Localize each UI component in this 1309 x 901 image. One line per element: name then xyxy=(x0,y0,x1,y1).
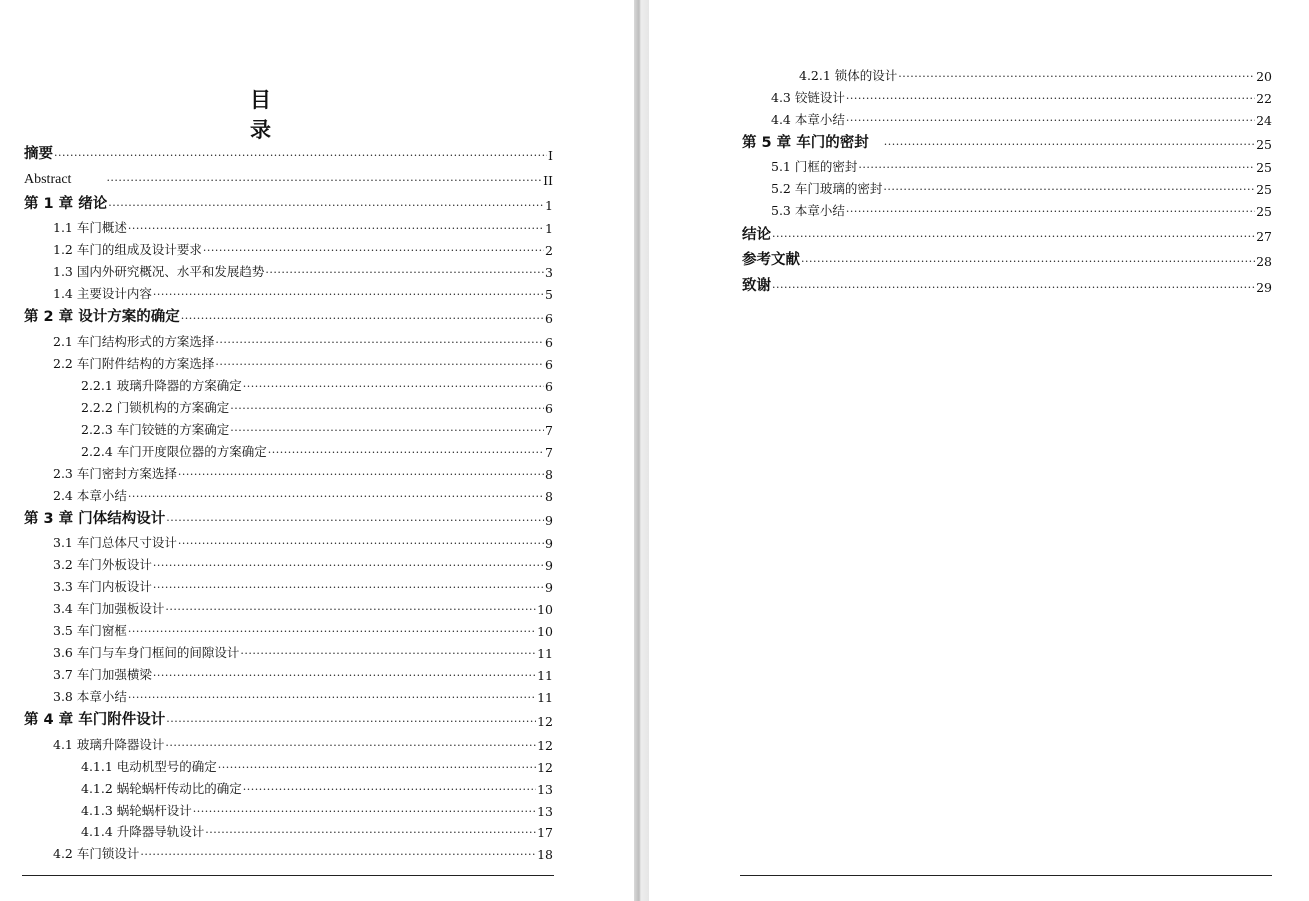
toc-entry[interactable] xyxy=(24,531,553,551)
toc-entry[interactable] xyxy=(24,619,553,639)
toc-entry-label: 参考文献 xyxy=(742,252,800,268)
page-gutter xyxy=(634,0,649,901)
toc-entry-label: 4.2 车门锁设计 xyxy=(53,846,140,861)
toc-entry-page: 5 xyxy=(545,287,553,302)
toc-entry-label: 4.1.3 蜗轮蜗杆设计 xyxy=(81,803,192,818)
footer-rule xyxy=(22,875,554,876)
dot-leader xyxy=(178,537,544,550)
dot-leader xyxy=(218,761,536,774)
toc-entry-page: 6 xyxy=(545,357,553,372)
toc-entry-label: 3.7 车门加强横梁 xyxy=(53,667,152,682)
toc-entry-page: 3 xyxy=(545,265,553,280)
dot-leader xyxy=(153,288,544,301)
toc-entry-label: 1.1 车门概述 xyxy=(53,220,127,235)
toc-entry[interactable] xyxy=(24,709,553,729)
toc-entry-label: 2.2.3 车门铰链的方案确定 xyxy=(81,422,230,437)
toc-entry[interactable] xyxy=(24,306,553,326)
toc-entry-label: 2.3 车门密封方案选择 xyxy=(53,466,177,481)
toc-entry[interactable] xyxy=(742,155,1272,175)
toc-entry[interactable] xyxy=(24,484,553,504)
dot-leader xyxy=(772,281,1255,294)
toc-entry-page: 11 xyxy=(537,646,553,661)
toc-entry-label: 5.1 门框的密封 xyxy=(771,159,858,174)
toc-entry-label: 3.1 车门总体尺寸设计 xyxy=(53,535,177,550)
toc-entry-label: 4.4 本章小结 xyxy=(771,112,845,127)
toc-entry-page: 6 xyxy=(545,401,553,416)
dot-leader xyxy=(898,70,1255,83)
toc-entry[interactable] xyxy=(24,216,553,236)
toc-entry-label: 4.1 玻璃升降器设计 xyxy=(53,737,165,752)
toc-entry-page: 25 xyxy=(1256,137,1272,152)
dot-leader xyxy=(128,490,544,503)
dot-leader xyxy=(165,603,536,616)
toc-entry[interactable] xyxy=(24,597,553,617)
toc-entry[interactable] xyxy=(24,440,553,460)
toc-entry-label: 1.3 国内外研究概况、水平和发展趋势 xyxy=(53,264,265,279)
toc-entry-page: 1 xyxy=(545,221,553,236)
toc-entry-label: 3.4 车门加强板设计 xyxy=(53,601,165,616)
toc-entry-page: 7 xyxy=(545,423,553,438)
dot-leader xyxy=(230,424,544,437)
dot-leader xyxy=(140,848,536,861)
dot-leader xyxy=(203,244,544,257)
dot-leader xyxy=(801,255,1255,268)
toc-entry-label: 4.1.1 电动机型号的确定 xyxy=(81,759,217,774)
dot-leader xyxy=(128,691,536,704)
toc-entry-page: 12 xyxy=(537,714,553,729)
dot-leader xyxy=(166,715,536,728)
toc-entry-page: 11 xyxy=(537,690,553,705)
dot-leader xyxy=(166,514,544,527)
toc-entry-label: 致谢 xyxy=(742,278,771,294)
toc-entry-page: 8 xyxy=(545,489,553,504)
toc-entry-page: 9 xyxy=(545,513,553,528)
dot-leader xyxy=(265,266,544,279)
toc-entry-label: 摘要 xyxy=(24,146,53,162)
toc-entry[interactable] xyxy=(742,275,1272,295)
toc-entry-label: 4.1.2 蜗轮蜗杆传动比的确定 xyxy=(81,781,242,796)
dot-leader xyxy=(128,222,544,235)
toc-entry[interactable] xyxy=(742,108,1272,128)
dot-leader xyxy=(772,230,1255,243)
toc-entry-page: 2 xyxy=(545,243,553,258)
toc-entry-page: I xyxy=(548,148,553,163)
dot-leader xyxy=(205,826,536,839)
dot-leader xyxy=(858,161,1255,174)
toc-entry-label: 3.3 车门内板设计 xyxy=(53,579,152,594)
toc-entry-label: 2.2 车门附件结构的方案选择 xyxy=(53,356,215,371)
dot-leader xyxy=(108,199,544,212)
toc-entry-label: 1.2 车门的组成及设计要求 xyxy=(53,242,202,257)
toc-entry-page: 12 xyxy=(537,760,553,775)
toc-entry-page: 10 xyxy=(537,602,553,617)
toc-entry-label: 4.3 铰链设计 xyxy=(771,90,845,105)
toc-entry-page: 7 xyxy=(545,445,553,460)
dot-leader xyxy=(268,446,544,459)
dot-leader xyxy=(846,205,1255,218)
toc-entry[interactable] xyxy=(742,177,1272,197)
toc-entry-page: 25 xyxy=(1256,204,1272,219)
footer-rule xyxy=(740,875,1272,876)
toc-entry-page: 1 xyxy=(545,198,553,213)
toc-entry-label: 2.2.4 车门开度限位器的方案确定 xyxy=(81,444,267,459)
toc-entry-page: 9 xyxy=(545,580,553,595)
toc-entry-label: 第 2 章 设计方案的确定 xyxy=(24,309,180,325)
dot-leader xyxy=(181,312,544,325)
dot-leader xyxy=(884,138,1255,151)
toc-entry[interactable] xyxy=(24,508,553,528)
toc-title: 目 录 xyxy=(250,88,301,142)
toc-entry[interactable] xyxy=(24,418,553,438)
toc-entry-label: 2.2.1 玻璃升降器的方案确定 xyxy=(81,378,242,393)
toc-entry[interactable] xyxy=(24,462,553,482)
dot-leader xyxy=(128,625,536,638)
dot-leader xyxy=(883,183,1255,196)
toc-entry[interactable] xyxy=(24,685,553,705)
toc-entry[interactable] xyxy=(24,374,553,394)
toc-entry-page: 8 xyxy=(545,467,553,482)
dot-leader xyxy=(153,581,544,594)
dot-leader xyxy=(846,92,1255,105)
toc-entry-label: 4.2.1 锁体的设计 xyxy=(799,68,898,83)
toc-entry-page: 17 xyxy=(537,825,553,840)
toc-entry-page: II xyxy=(543,173,553,188)
toc-entry-page: 13 xyxy=(537,804,553,819)
toc-entry[interactable] xyxy=(24,663,553,683)
toc-entry-page: 6 xyxy=(545,311,553,326)
toc-entry[interactable] xyxy=(24,553,553,573)
toc-entry-label: 3.8 本章小结 xyxy=(53,689,127,704)
dot-leader xyxy=(178,468,544,481)
toc-entry-page: 28 xyxy=(1256,254,1272,269)
toc-entry-label: 3.5 车门窗框 xyxy=(53,623,127,638)
dot-leader xyxy=(106,174,542,187)
toc-entry-page: 22 xyxy=(1256,91,1272,106)
toc-entry-label: 3.6 车门与车身门框间的间隙设计 xyxy=(53,645,240,660)
toc-entry[interactable] xyxy=(742,86,1272,106)
toc-entry[interactable] xyxy=(24,168,553,188)
toc-entry[interactable] xyxy=(24,193,553,213)
dot-leader xyxy=(243,783,536,796)
dot-leader xyxy=(230,402,544,415)
toc-entry-label: 第 3 章 门体结构设计 xyxy=(24,511,166,527)
dot-leader xyxy=(243,380,544,393)
toc-entry[interactable] xyxy=(24,260,553,280)
toc-entry-page: 25 xyxy=(1256,182,1272,197)
toc-entry-page: 20 xyxy=(1256,69,1272,84)
document-page-left xyxy=(0,0,634,901)
toc-entry-page: 18 xyxy=(537,847,553,862)
toc-entry-page: 29 xyxy=(1256,280,1272,295)
dot-leader xyxy=(153,669,536,682)
toc-entry[interactable] xyxy=(24,330,553,350)
toc-entry-page: 10 xyxy=(537,624,553,639)
toc-entry[interactable] xyxy=(24,820,553,840)
toc-entry[interactable] xyxy=(24,282,553,302)
dot-leader xyxy=(54,149,547,162)
toc-entry-page: 6 xyxy=(545,379,553,394)
toc-entry-label: 2.4 本章小结 xyxy=(53,488,127,503)
toc-entry-page: 9 xyxy=(545,558,553,573)
toc-entry[interactable] xyxy=(742,249,1272,269)
toc-entry-page: 13 xyxy=(537,782,553,797)
dot-leader xyxy=(153,559,544,572)
toc-entry[interactable] xyxy=(742,64,1272,84)
dot-leader xyxy=(215,358,544,371)
dot-leader xyxy=(215,336,544,349)
toc-entry-label: 结论 xyxy=(742,227,771,243)
toc-entry[interactable] xyxy=(742,132,1272,152)
toc-entry-label: 第 5 章 车门的密封 xyxy=(742,135,869,151)
toc-entry[interactable] xyxy=(24,799,553,819)
toc-entry[interactable] xyxy=(24,842,553,862)
toc-entry[interactable] xyxy=(742,199,1272,219)
toc-entry-label: 第 1 章 绪论 xyxy=(24,196,108,212)
toc-entry[interactable] xyxy=(24,352,553,372)
toc-entry-label: 1.4 主要设计内容 xyxy=(53,286,152,301)
toc-entry[interactable] xyxy=(742,224,1272,244)
toc-entry[interactable] xyxy=(24,733,553,753)
toc-entry-label: Abstract xyxy=(24,172,72,187)
toc-entry-page: 9 xyxy=(545,536,553,551)
toc-entry-label: 第 4 章 车门附件设计 xyxy=(24,712,166,728)
toc-entry[interactable] xyxy=(24,777,553,797)
toc-entry[interactable] xyxy=(24,143,553,163)
dot-leader xyxy=(193,805,536,818)
toc-entry[interactable] xyxy=(24,755,553,775)
toc-entry-page: 12 xyxy=(537,738,553,753)
toc-entry-label: 5.2 车门玻璃的密封 xyxy=(771,181,883,196)
toc-entry[interactable] xyxy=(24,238,553,258)
toc-entry-page: 6 xyxy=(545,335,553,350)
toc-entry-label: 2.1 车门结构形式的方案选择 xyxy=(53,334,215,349)
toc-entry[interactable] xyxy=(24,396,553,416)
toc-entry[interactable] xyxy=(24,575,553,595)
dot-leader xyxy=(846,114,1255,127)
toc-entry-label: 5.3 本章小结 xyxy=(771,203,845,218)
toc-entry-page: 27 xyxy=(1256,229,1272,244)
document-page-right xyxy=(649,0,1309,901)
dot-leader xyxy=(240,647,536,660)
toc-entry-page: 11 xyxy=(537,668,553,683)
toc-entry[interactable] xyxy=(24,641,553,661)
dot-leader xyxy=(165,739,536,752)
toc-entry-label: 4.1.4 升降器导轨设计 xyxy=(81,824,205,839)
toc-entry-page: 24 xyxy=(1256,113,1272,128)
toc-entry-label: 2.2.2 门锁机构的方案确定 xyxy=(81,400,230,415)
toc-entry-label: 3.2 车门外板设计 xyxy=(53,557,152,572)
toc-entry-page: 25 xyxy=(1256,160,1272,175)
